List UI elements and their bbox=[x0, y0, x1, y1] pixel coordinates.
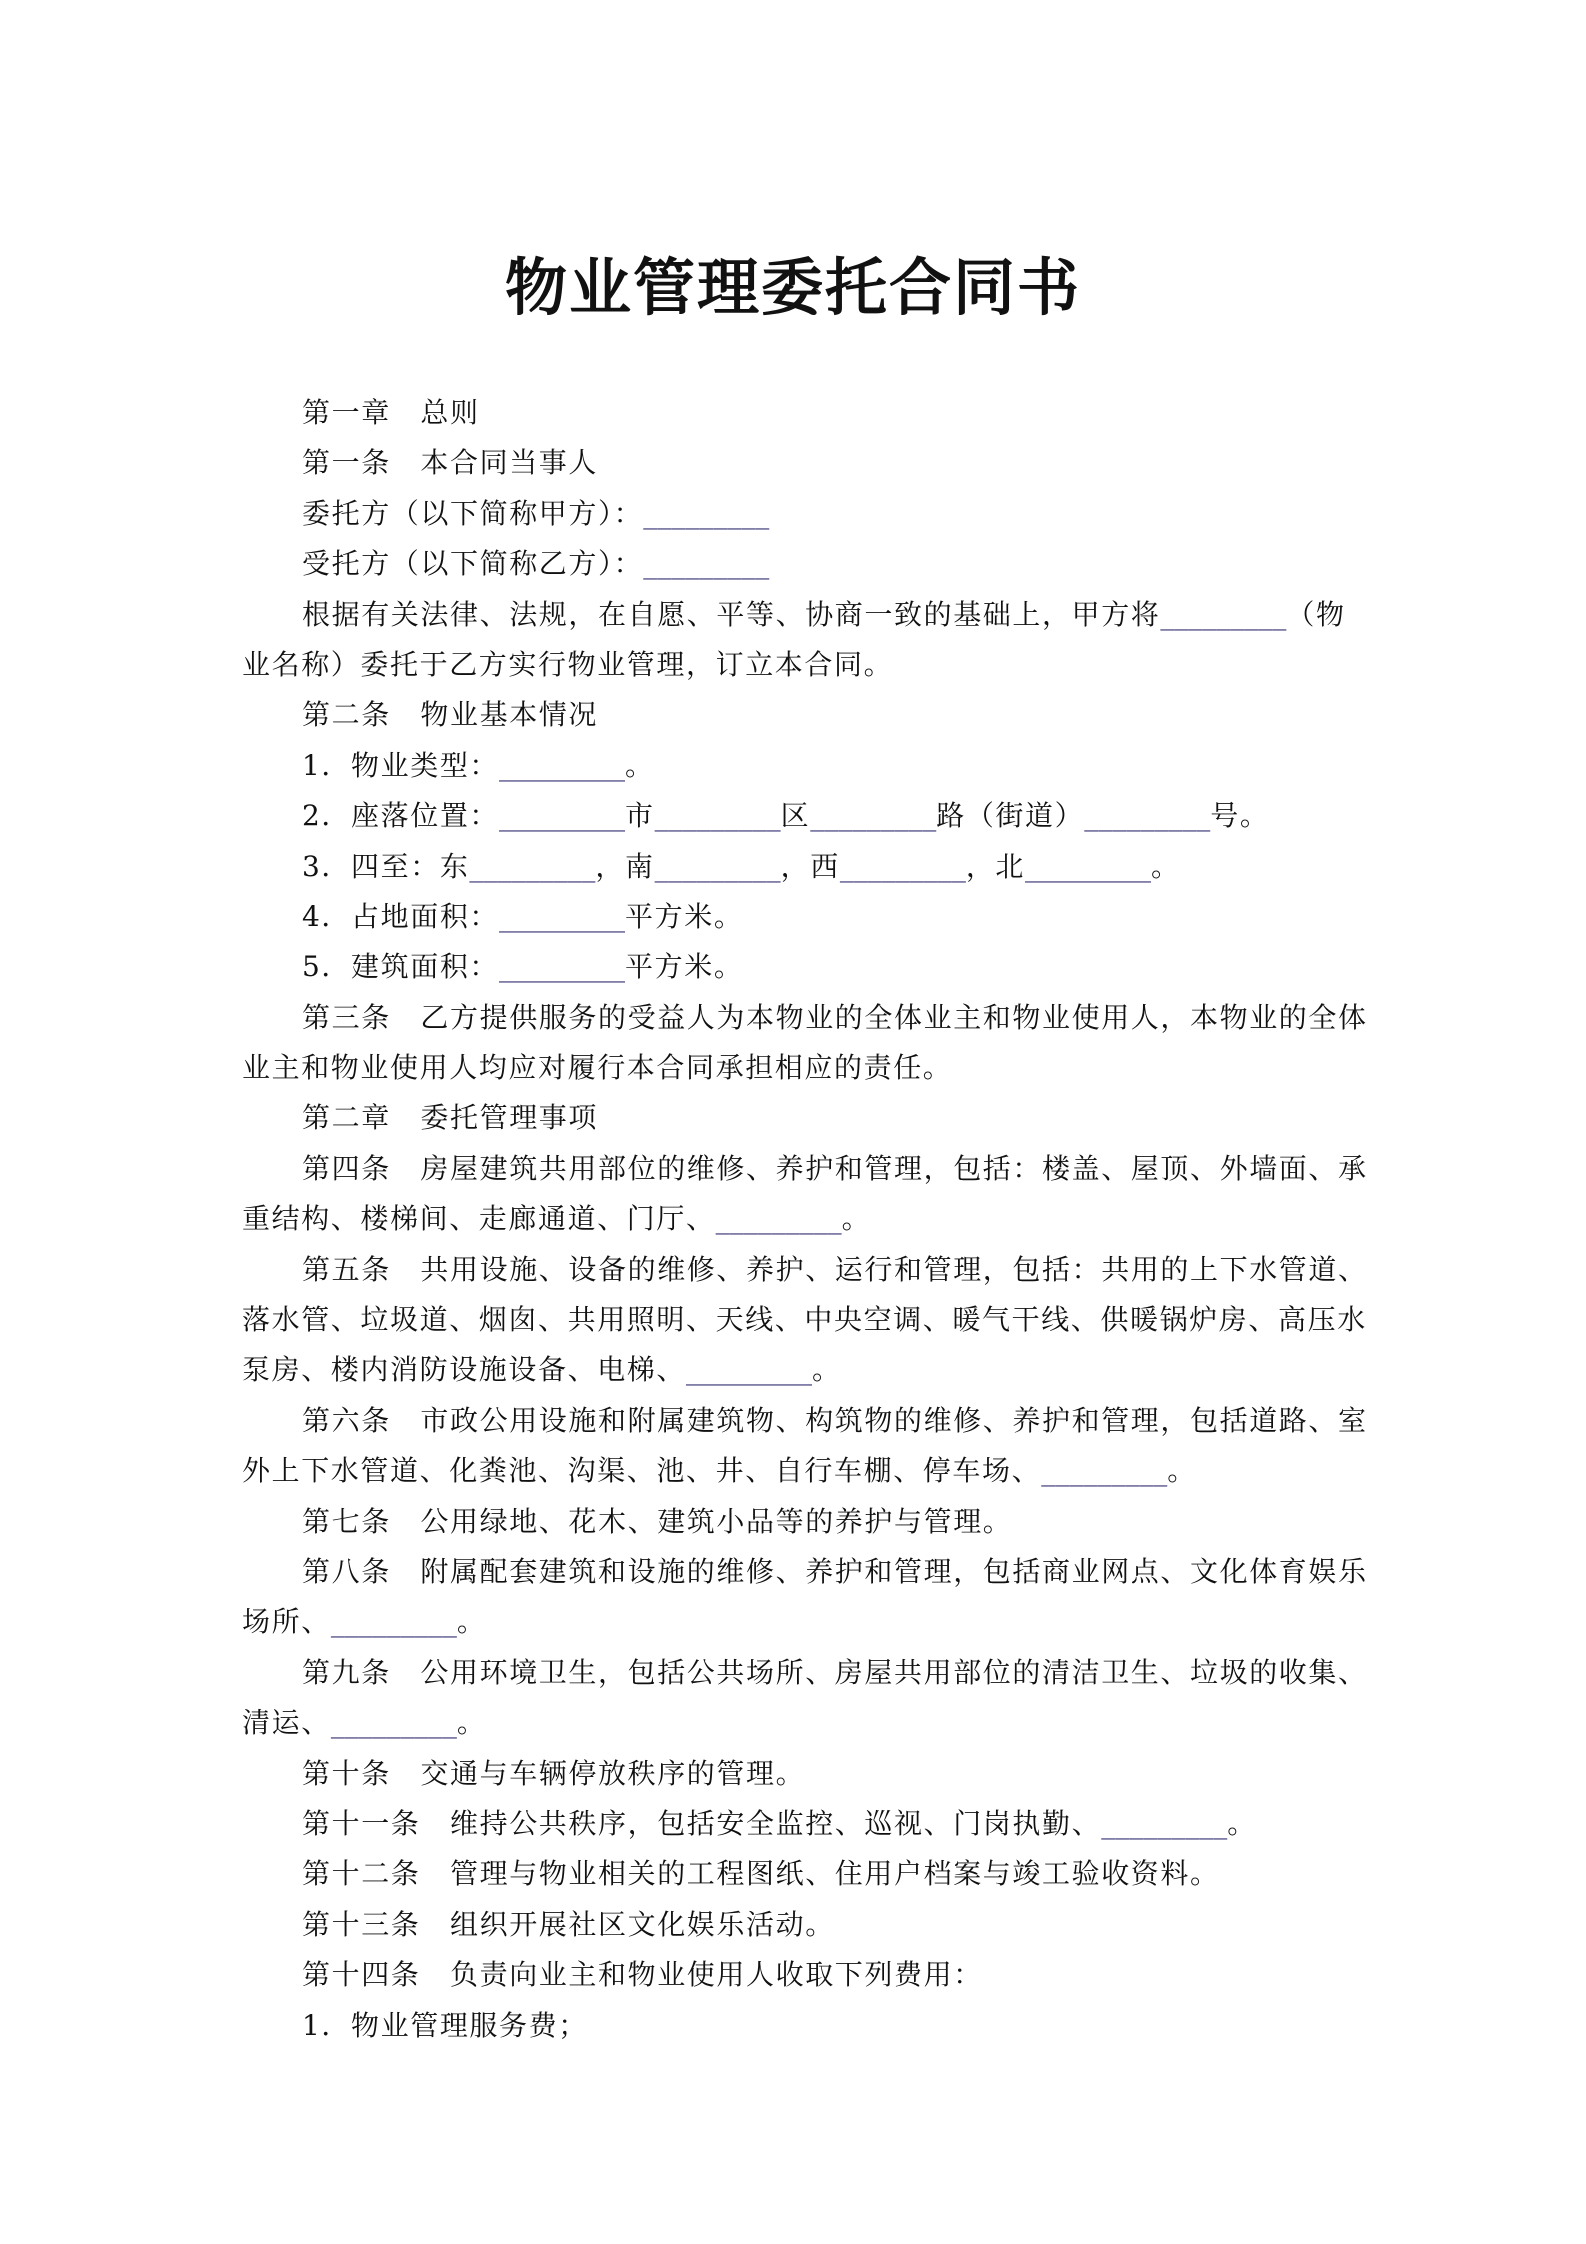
text-segment: ，西 bbox=[780, 849, 840, 883]
text-segment: 第一条 本合同当事人 bbox=[302, 446, 599, 480]
text-segment: 区 bbox=[780, 799, 811, 833]
fill-in-blank: _________ bbox=[499, 950, 626, 984]
text-line bbox=[242, 741, 1354, 791]
text-line bbox=[242, 640, 1354, 690]
fill-in-blank: _________ bbox=[686, 1353, 813, 1387]
fill-in-blank: _________ bbox=[499, 748, 626, 782]
text-line bbox=[242, 1648, 1368, 1698]
text-segment: 业主和物业使用人均应对履行本合同承担相应的责任。 bbox=[242, 1051, 953, 1085]
text-segment: 。 bbox=[841, 1202, 872, 1236]
text-line bbox=[242, 1950, 1354, 2000]
text-line bbox=[242, 1749, 1354, 1799]
text-segment: 第四条 房屋建筑共用部位的维修、养护和管理，包括：楼盖、屋顶、外墙面、承 bbox=[302, 1151, 1368, 1185]
text-segment: 受托方（以下简称乙方）： bbox=[302, 547, 644, 581]
text-line bbox=[242, 539, 1354, 589]
text-segment: 5．建筑面积： bbox=[302, 950, 500, 984]
fill-in-blank: _________ bbox=[499, 899, 626, 933]
text-segment: 号。 bbox=[1210, 799, 1270, 833]
text-segment: ，北 bbox=[965, 849, 1026, 883]
text-line bbox=[242, 1245, 1368, 1295]
text-line bbox=[242, 690, 1354, 740]
text-segment: 路（街道） bbox=[936, 799, 1085, 833]
text-segment: 第五条 共用设施、设备的维修、养护、运行和管理，包括：共用的上下水管道、 bbox=[302, 1252, 1368, 1286]
fill-in-blank: _________ bbox=[839, 849, 966, 883]
text-line bbox=[242, 489, 1354, 539]
text-line bbox=[242, 993, 1368, 1043]
text-segment: 。 bbox=[1151, 849, 1181, 883]
fill-in-blank: _________ bbox=[643, 547, 770, 581]
text-segment: 平方米。 bbox=[625, 950, 744, 984]
text-segment: 。 bbox=[456, 1706, 487, 1740]
text-segment: 第六条 市政公用设施和附属建筑物、构筑物的维修、养护和管理，包括道路、室 bbox=[302, 1403, 1368, 1437]
text-line bbox=[242, 1799, 1354, 1849]
text-segment: 第十四条 负责向业主和物业使用人收取下列费用： bbox=[302, 1958, 983, 1992]
text-line bbox=[242, 1144, 1368, 1194]
text-line bbox=[242, 1446, 1354, 1496]
text-segment: 落水管、垃圾道、烟囱、共用照明、天线、中央空调、暖气干线、供暖锅炉房、高压水 bbox=[242, 1303, 1367, 1337]
fill-in-blank: _________ bbox=[1041, 1454, 1168, 1488]
text-segment: 委托方（以下简称甲方）： bbox=[302, 496, 644, 530]
text-line bbox=[242, 1698, 1354, 1748]
text-line bbox=[242, 1597, 1354, 1647]
text-segment: 第九条 公用环境卫生，包括公共场所、房屋共用部位的清洁卫生、垃圾的收集、 bbox=[302, 1655, 1368, 1689]
text-line bbox=[242, 438, 1354, 488]
fill-in-blank: _________ bbox=[1101, 1806, 1228, 1840]
text-line bbox=[242, 1497, 1354, 1547]
document-title: 物业管理委托合同书 bbox=[504, 251, 1081, 324]
text-segment: ，南 bbox=[595, 849, 655, 883]
text-segment: 第二条 物业基本情况 bbox=[302, 698, 599, 732]
text-line bbox=[242, 388, 1354, 438]
text-line bbox=[242, 1194, 1354, 1244]
text-segment: 。 bbox=[625, 748, 655, 782]
text-line bbox=[242, 791, 1354, 841]
text-segment: 场所、 bbox=[242, 1605, 331, 1639]
fill-in-blank: _________ bbox=[654, 849, 781, 883]
text-segment: 平方米。 bbox=[625, 899, 744, 933]
text-line bbox=[242, 1900, 1354, 1950]
text-segment: 业名称）委托于乙方实行物业管理，订立本合同。 bbox=[242, 647, 894, 681]
fill-in-blank: _________ bbox=[1084, 799, 1211, 833]
text-segment: 第十二条 管理与物业相关的工程图纸、住用户档案与竣工验收资料。 bbox=[302, 1857, 1220, 1891]
text-line bbox=[242, 1043, 1354, 1093]
fill-in-blank: _________ bbox=[715, 1202, 842, 1236]
text-segment: 外上下水管道、化粪池、沟渠、池、井、自行车棚、停车场、 bbox=[242, 1454, 1042, 1488]
text-line bbox=[242, 892, 1354, 942]
text-line bbox=[242, 942, 1354, 992]
fill-in-blank: _________ bbox=[330, 1605, 457, 1639]
fill-in-blank: _________ bbox=[810, 799, 937, 833]
text-segment: 第十一条 维持公共秩序，包括安全监控、巡视、门岗执勤、 bbox=[302, 1806, 1102, 1840]
text-segment: 第三条 乙方提供服务的受益人为本物业的全体业主和物业使用人，本物业的全体 bbox=[302, 1000, 1368, 1034]
text-segment: 第一章 总则 bbox=[302, 396, 480, 429]
text-segment: 2．座落位置： bbox=[302, 799, 500, 833]
text-segment: 根据有关法律、法规，在自愿、平等、协商一致的基础上，甲方将 bbox=[302, 597, 1161, 631]
text-segment: 。 bbox=[1227, 1806, 1257, 1840]
text-segment: 第七条 公用绿地、花木、建筑小品等的养护与管理。 bbox=[302, 1504, 1013, 1538]
text-segment: 。 bbox=[1167, 1454, 1197, 1488]
text-line bbox=[242, 1345, 1354, 1395]
fill-in-blank: _________ bbox=[330, 1706, 457, 1740]
fill-in-blank: _________ bbox=[643, 496, 770, 530]
text-segment: 1．物业管理服务费； bbox=[302, 2008, 588, 2042]
text-segment: 。 bbox=[456, 1605, 487, 1639]
text-segment: 清运、 bbox=[242, 1706, 331, 1740]
text-segment: 第二章 委托管理事项 bbox=[302, 1101, 599, 1135]
text-segment: 泵房、楼内消防设施设备、电梯、 bbox=[242, 1353, 687, 1387]
text-line bbox=[242, 2001, 1354, 2051]
text-line bbox=[242, 1547, 1368, 1597]
text-line bbox=[242, 1396, 1368, 1446]
text-segment: 重结构、楼梯间、走廊通道、门厅、 bbox=[242, 1202, 716, 1236]
text-segment: 。 bbox=[812, 1353, 842, 1387]
text-line bbox=[242, 1093, 1354, 1143]
text-segment: 1．物业类型： bbox=[302, 748, 500, 782]
text-line bbox=[242, 590, 1354, 640]
text-segment: 第十三条 组织开展社区文化娱乐活动。 bbox=[302, 1907, 835, 1941]
text-line bbox=[242, 1295, 1367, 1345]
text-line bbox=[242, 842, 1354, 892]
text-segment: 4．占地面积： bbox=[302, 899, 500, 933]
text-segment: 市 bbox=[625, 799, 655, 833]
fill-in-blank: _________ bbox=[654, 799, 781, 833]
fill-in-blank: _________ bbox=[1160, 597, 1287, 631]
text-segment: 3．四至：东 bbox=[302, 849, 470, 883]
text-segment: 第八条 附属配套建筑和设施的维修、养护和管理，包括商业网点、文化体育娱乐 bbox=[302, 1554, 1368, 1588]
document-body bbox=[242, 388, 1368, 2051]
fill-in-blank: _________ bbox=[499, 799, 626, 833]
fill-in-blank: _________ bbox=[469, 849, 596, 883]
text-line bbox=[242, 1849, 1354, 1899]
fill-in-blank: _________ bbox=[1025, 849, 1152, 883]
text-segment: （物 bbox=[1286, 597, 1346, 631]
text-segment: 第十条 交通与车辆停放秩序的管理。 bbox=[302, 1756, 806, 1790]
